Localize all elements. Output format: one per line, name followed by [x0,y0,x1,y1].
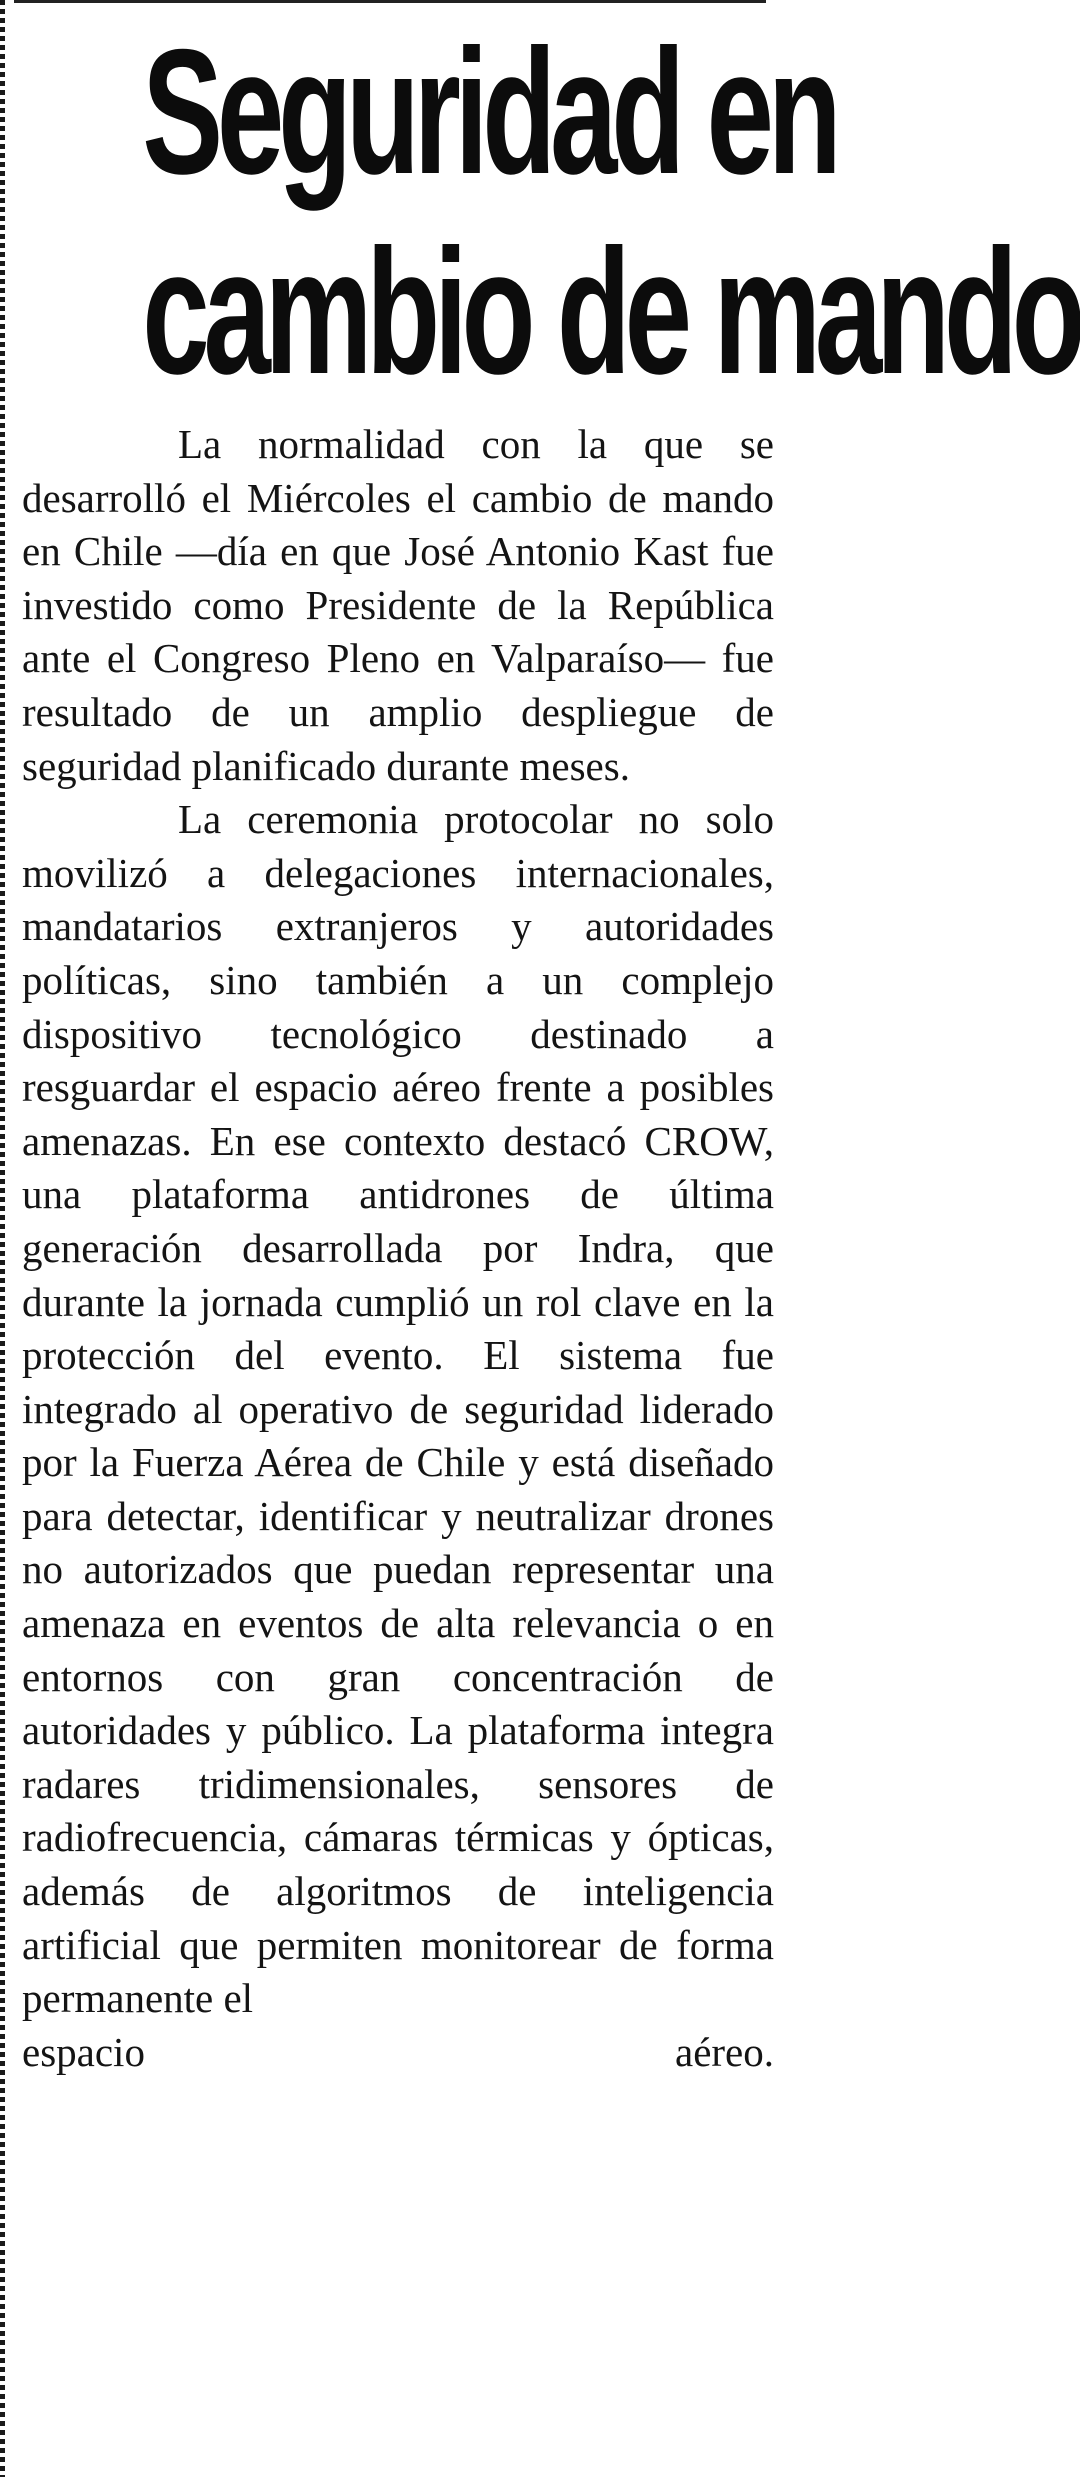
headline-line-2: cambio de mando [142,212,1080,411]
article-body [22,418,774,2079]
headline-line-1: Seguridad en [142,12,836,211]
dotted-column-border [0,0,5,2477]
paragraph-2-last-line: espacio aéreo. [22,2028,774,2075]
news-article [22,0,1080,2079]
article-headline [22,12,1080,412]
paragraph-1: La normalidad con la que se desarrolló el Miércoles el cambio de mando en Chile —día en que José Antonio Kast fue investido como Presidente de la República ante el Congreso Pleno en Valparaíso— fue resultado de un amplio despliegue de seguridad planificado durante meses. [22,421,774,789]
paragraph-2 [22,793,774,2079]
paragraph-2-text: La ceremonia protocolar no solo movilizó a delegaciones internacionales, mandatarios extranjeros y autoridades políticas, sino también a un complejo dispositivo tecnológico destinado a resguardar el espacio aéreo frente a posibles amenazas. En ese contexto destacó CROW, una plataforma antidrones de última generación desarrollada por Indra, que durante la jornada cumplió un rol clave en la protección del evento. El sistema fue integrado al operativo de seguridad liderado por la Fuerza Aérea de Chile y está diseñado para detectar, identificar y neutralizar drones no autorizados que puedan representar una amenaza en eventos de alta relevancia o en entornos con gran concentración de autoridades y público. La plataforma integra radares tridimensionales, sensores de radiofrecuencia, cámaras térmicas y ópticas, además de algoritmos de inteligencia artificial que permiten monitorear de forma permanente el [22,796,774,2022]
